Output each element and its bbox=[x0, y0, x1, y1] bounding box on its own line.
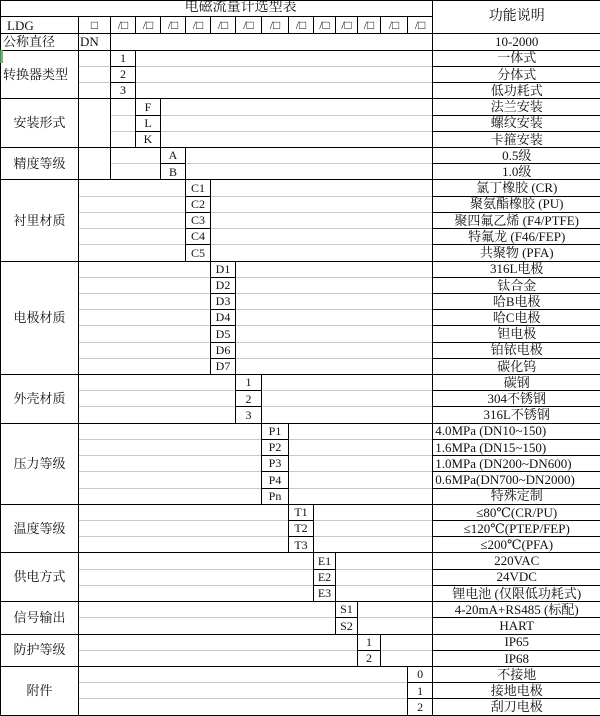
filler bbox=[336, 569, 433, 585]
desc-cell: HART bbox=[433, 618, 600, 634]
filler bbox=[79, 99, 111, 148]
filler bbox=[79, 196, 186, 212]
desc-cell: 铂铱电极 bbox=[433, 342, 600, 358]
filler bbox=[79, 569, 314, 585]
filler bbox=[289, 472, 433, 488]
filler bbox=[314, 521, 433, 537]
filler bbox=[79, 358, 211, 374]
code-cell: S1 bbox=[336, 602, 358, 618]
code-cell: 2 bbox=[408, 699, 433, 716]
code-cell: 2 bbox=[358, 650, 381, 666]
filler bbox=[136, 50, 433, 66]
desc-cell: ≤80℃(CR/PU) bbox=[433, 504, 600, 520]
function-column-header: 功能说明 bbox=[433, 1, 600, 34]
desc-cell: 220VAC bbox=[433, 553, 600, 569]
desc-diameter: 10-2000 bbox=[433, 34, 600, 50]
category-label-electrode: 电极材质 bbox=[1, 261, 79, 375]
desc-cell: 1.0级 bbox=[433, 164, 600, 180]
code-cell: F bbox=[136, 99, 161, 115]
filler bbox=[79, 391, 236, 407]
code-cell: 0 bbox=[408, 666, 433, 682]
filler bbox=[236, 261, 433, 277]
filler bbox=[336, 585, 433, 601]
filler bbox=[186, 164, 433, 180]
code-slot: /□ bbox=[111, 17, 136, 34]
scan-artifact bbox=[0, 50, 3, 63]
code-slot: /□ bbox=[136, 17, 161, 34]
filler bbox=[79, 650, 358, 666]
filler bbox=[236, 326, 433, 342]
category-label-signal: 信号输出 bbox=[1, 602, 79, 634]
filler bbox=[79, 553, 314, 569]
code-cell: D5 bbox=[211, 326, 236, 342]
desc-cell: 4.0MPa (DN10~150) bbox=[433, 423, 600, 439]
code-cell: 1 bbox=[408, 683, 433, 699]
filler bbox=[236, 358, 433, 374]
code-cell: D1 bbox=[211, 261, 236, 277]
filler bbox=[79, 326, 211, 342]
category-label-power: 供电方式 bbox=[1, 553, 79, 602]
filler bbox=[79, 342, 211, 358]
filler bbox=[79, 618, 336, 634]
desc-cell: 接地电极 bbox=[433, 683, 600, 699]
code-slot: /□ bbox=[211, 17, 236, 34]
filler bbox=[79, 683, 408, 699]
code-cell: C3 bbox=[186, 212, 211, 228]
desc-cell: 聚四氟乙烯 (F4/PTFE) bbox=[433, 212, 600, 228]
code-cell: D4 bbox=[211, 310, 236, 326]
filler bbox=[79, 277, 211, 293]
category-label-housing: 外壳材质 bbox=[1, 375, 79, 424]
code-cell: P2 bbox=[262, 439, 289, 455]
filler bbox=[289, 423, 433, 439]
desc-cell: 316L不锈钢 bbox=[433, 407, 600, 423]
code-cell: C4 bbox=[186, 229, 211, 245]
category-label-accuracy: 精度等级 bbox=[1, 147, 79, 179]
desc-cell: 哈C电极 bbox=[433, 310, 600, 326]
filler bbox=[236, 310, 433, 326]
filler bbox=[262, 407, 433, 423]
code-slot: /□ bbox=[262, 17, 289, 34]
filler bbox=[289, 488, 433, 504]
filler bbox=[79, 602, 336, 618]
filler bbox=[161, 131, 433, 147]
filler bbox=[211, 196, 433, 212]
filler bbox=[79, 521, 289, 537]
desc-cell: 304不锈钢 bbox=[433, 391, 600, 407]
code-cell: Pn bbox=[262, 488, 289, 504]
filler bbox=[79, 310, 211, 326]
category-label-pressure: 压力等级 bbox=[1, 423, 79, 504]
desc-cell: ≤120℃(PTEP/FEP) bbox=[433, 521, 600, 537]
code-dn: DN bbox=[79, 34, 111, 50]
filler bbox=[211, 180, 433, 196]
category-label-diameter: 公称直径 bbox=[1, 34, 79, 50]
filler bbox=[79, 488, 262, 504]
filler bbox=[161, 115, 433, 131]
code-slot: /□ bbox=[314, 17, 336, 34]
filler bbox=[79, 666, 408, 682]
desc-cell: 特氟龙 (F46/FEP) bbox=[433, 229, 600, 245]
filler bbox=[79, 66, 111, 82]
filler bbox=[262, 391, 433, 407]
code-slot: /□ bbox=[336, 17, 358, 34]
desc-cell: 哈B电极 bbox=[433, 293, 600, 309]
desc-cell: 刮刀电极 bbox=[433, 699, 600, 716]
desc-cell: 聚氨酯橡胶 (PU) bbox=[433, 196, 600, 212]
filler bbox=[111, 115, 136, 131]
code-cell: 3 bbox=[236, 407, 262, 423]
filler bbox=[262, 375, 433, 391]
filler bbox=[79, 245, 186, 261]
filler bbox=[79, 504, 289, 520]
filler bbox=[79, 147, 111, 179]
desc-cell: 特殊定制 bbox=[433, 488, 600, 504]
filler bbox=[381, 650, 433, 666]
filler bbox=[211, 245, 433, 261]
code-cell: L bbox=[136, 115, 161, 131]
code-cell: T2 bbox=[289, 521, 314, 537]
filler bbox=[111, 147, 161, 163]
filler bbox=[79, 537, 289, 553]
code-cell: C5 bbox=[186, 245, 211, 261]
filler bbox=[358, 618, 433, 634]
filler bbox=[358, 602, 433, 618]
code-cell: E1 bbox=[314, 553, 336, 569]
filler bbox=[111, 164, 161, 180]
code-cell: A bbox=[161, 147, 186, 163]
filler bbox=[79, 472, 262, 488]
code-cell: 2 bbox=[111, 66, 136, 82]
code-cell: P4 bbox=[262, 472, 289, 488]
code-cell: T3 bbox=[289, 537, 314, 553]
filler bbox=[336, 553, 433, 569]
code-slot: /□ bbox=[381, 17, 408, 34]
category-label-temperature: 温度等级 bbox=[1, 504, 79, 553]
filler bbox=[111, 131, 136, 147]
filler bbox=[79, 456, 262, 472]
code-slot: /□ bbox=[408, 17, 433, 34]
category-label-accessory: 附件 bbox=[1, 666, 79, 715]
code-slot: /□ bbox=[358, 17, 381, 34]
desc-cell: 不接地 bbox=[433, 666, 600, 682]
filler bbox=[236, 277, 433, 293]
filler bbox=[314, 504, 433, 520]
filler bbox=[79, 293, 211, 309]
code-slot: /□ bbox=[186, 17, 211, 34]
filler bbox=[79, 229, 186, 245]
filler bbox=[381, 634, 433, 650]
code-cell: 1 bbox=[111, 50, 136, 66]
desc-cell: ≤200℃(PFA) bbox=[433, 537, 600, 553]
code-slot: /□ bbox=[289, 17, 314, 34]
desc-cell: 碳钢 bbox=[433, 375, 600, 391]
filler bbox=[289, 456, 433, 472]
filler bbox=[111, 99, 136, 115]
filler bbox=[79, 439, 262, 455]
code-cell: D3 bbox=[211, 293, 236, 309]
code-cell: E3 bbox=[314, 585, 336, 601]
filler bbox=[161, 99, 433, 115]
code-cell: 1 bbox=[358, 634, 381, 650]
code-cell: K bbox=[136, 131, 161, 147]
code-slot: /□ bbox=[236, 17, 262, 34]
category-label-protection: 防护等级 bbox=[1, 634, 79, 666]
table-title: 电磁流量计选型表 bbox=[1, 1, 433, 17]
code-cell: T1 bbox=[289, 504, 314, 520]
filler bbox=[186, 147, 433, 163]
code-cell: D6 bbox=[211, 342, 236, 358]
code-cell: C2 bbox=[186, 196, 211, 212]
filler bbox=[79, 212, 186, 228]
filler bbox=[79, 634, 358, 650]
filler bbox=[79, 83, 111, 99]
filler bbox=[136, 83, 433, 99]
code-box-base: □ bbox=[79, 17, 111, 34]
desc-cell: 0.6MPa(DN700~DN2000) bbox=[433, 472, 600, 488]
filler bbox=[79, 50, 111, 66]
desc-cell: 4-20mA+RS485 (标配) bbox=[433, 602, 600, 618]
code-cell: B bbox=[161, 164, 186, 180]
code-cell: 1 bbox=[236, 375, 262, 391]
desc-cell: 一体式 bbox=[433, 50, 600, 66]
code-cell: D7 bbox=[211, 358, 236, 374]
filler bbox=[211, 229, 433, 245]
desc-cell: 1.0MPa (DN200~DN600) bbox=[433, 456, 600, 472]
desc-cell: 法兰安装 bbox=[433, 99, 600, 115]
desc-cell: 低功耗式 bbox=[433, 83, 600, 99]
desc-cell: 0.5级 bbox=[433, 147, 600, 163]
desc-cell: 316L电极 bbox=[433, 261, 600, 277]
desc-cell: 卡箍安装 bbox=[433, 131, 600, 147]
code-cell: 2 bbox=[236, 391, 262, 407]
filler bbox=[236, 293, 433, 309]
category-label-installation: 安装形式 bbox=[1, 99, 79, 148]
filler bbox=[79, 261, 211, 277]
code-cell: S2 bbox=[336, 618, 358, 634]
desc-cell: 钽电极 bbox=[433, 326, 600, 342]
filler bbox=[79, 423, 262, 439]
desc-cell: 氯丁橡胶 (CR) bbox=[433, 180, 600, 196]
filler bbox=[79, 699, 408, 716]
desc-cell: IP68 bbox=[433, 650, 600, 666]
filler bbox=[79, 375, 236, 391]
desc-cell: 螺纹安装 bbox=[433, 115, 600, 131]
filler bbox=[236, 342, 433, 358]
code-cell: C1 bbox=[186, 180, 211, 196]
filler bbox=[211, 212, 433, 228]
filler bbox=[79, 585, 314, 601]
desc-cell: 1.6MPa (DN15~150) bbox=[433, 439, 600, 455]
category-label-lining: 衬里材质 bbox=[1, 180, 79, 261]
desc-cell: 锂电池 (仅限低功耗式) bbox=[433, 585, 600, 601]
code-cell: D2 bbox=[211, 277, 236, 293]
code-cell: E2 bbox=[314, 569, 336, 585]
model-prefix: LDG bbox=[1, 17, 79, 34]
desc-cell: 碳化钨 bbox=[433, 358, 600, 374]
desc-cell: 24VDC bbox=[433, 569, 600, 585]
desc-cell: 钛合金 bbox=[433, 277, 600, 293]
code-cell: 3 bbox=[111, 83, 136, 99]
filler bbox=[314, 537, 433, 553]
code-slot: /□ bbox=[161, 17, 186, 34]
filler bbox=[136, 66, 433, 82]
code-cell: P1 bbox=[262, 423, 289, 439]
desc-cell: 共聚物 (PFA) bbox=[433, 245, 600, 261]
filler bbox=[79, 407, 236, 423]
category-label-transmitter-type: 转换器类型 bbox=[1, 50, 79, 99]
code-cell: P3 bbox=[262, 456, 289, 472]
desc-cell: IP65 bbox=[433, 634, 600, 650]
filler bbox=[79, 180, 186, 196]
filler bbox=[111, 34, 433, 50]
filler bbox=[289, 439, 433, 455]
desc-cell: 分体式 bbox=[433, 66, 600, 82]
